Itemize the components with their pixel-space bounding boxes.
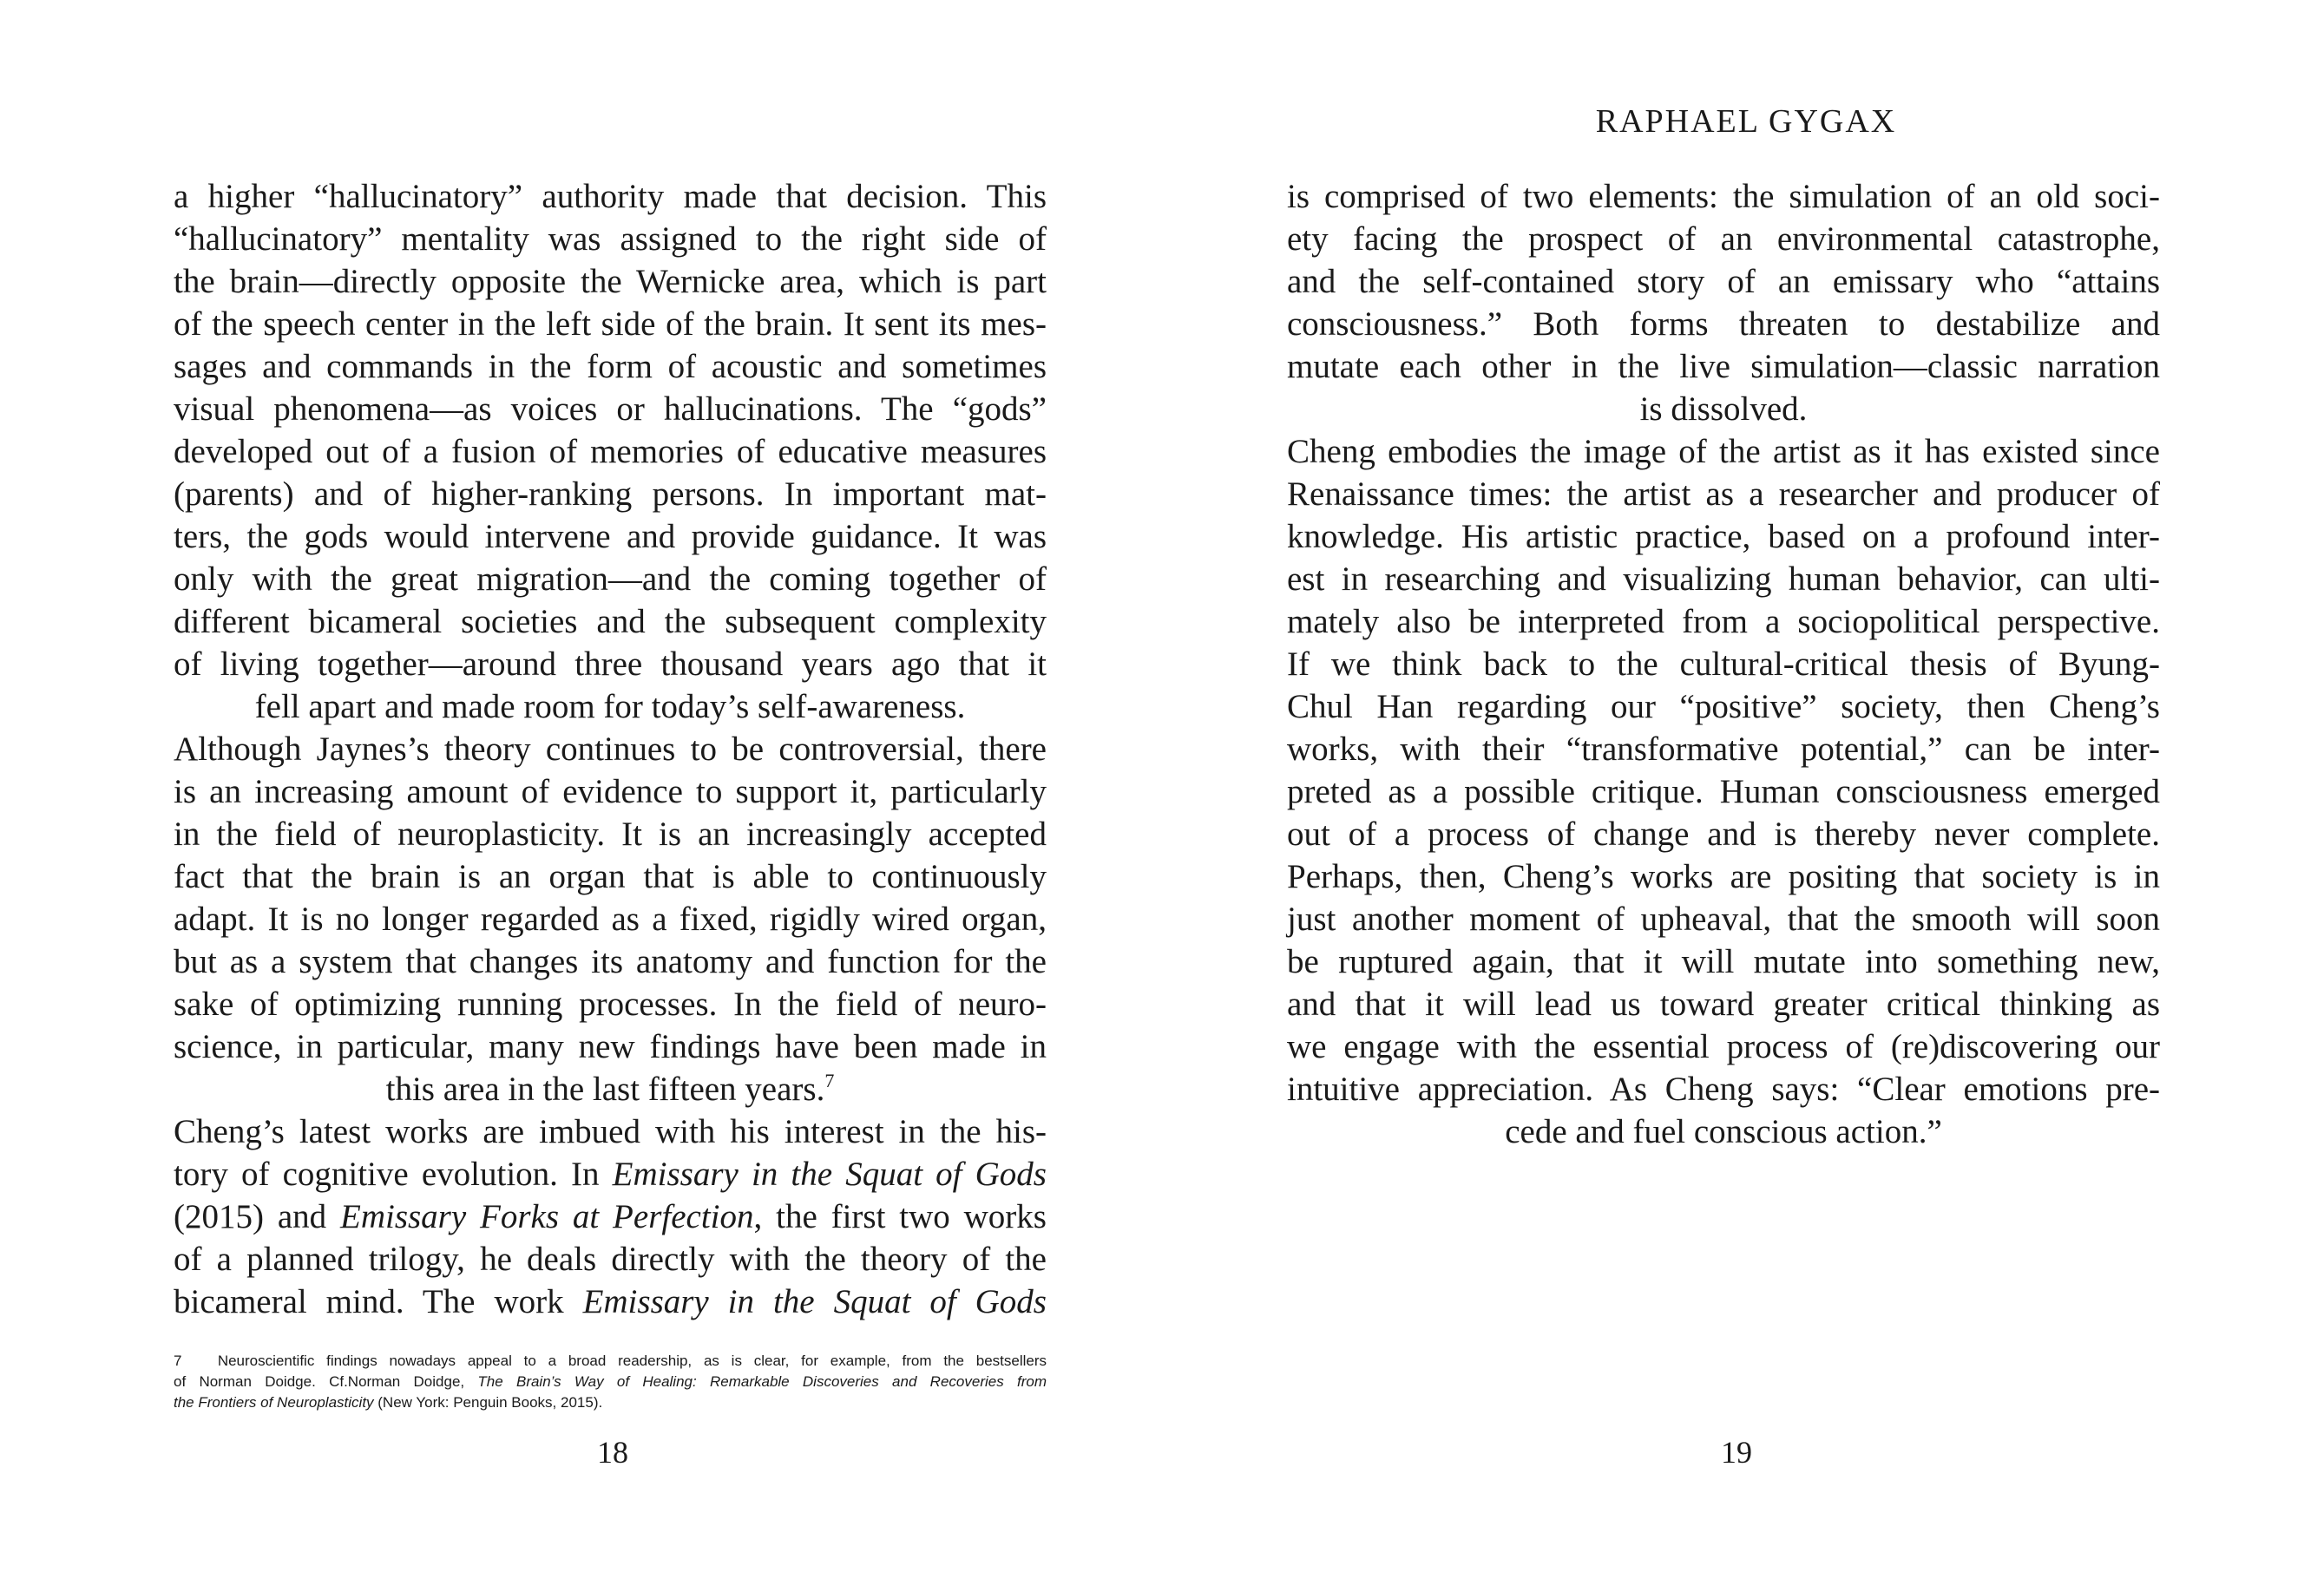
text-line: Perhaps, then, Cheng’s works are positing that society is in — [1287, 858, 2160, 895]
text-line: science, in particular, many new findings have been made in — [174, 1028, 1047, 1065]
text-line: visual phenomena—as voices or hallucinations. The “gods” — [174, 390, 1047, 428]
text-line: intuitive appreciation. As Cheng says: “Clear emotions pre- — [1287, 1071, 2160, 1108]
text-line: in the field of neuroplasticity. It is an increasingly accepted — [174, 815, 1047, 853]
text-line: of the speech center in the left side of the brain. It sent its mes- — [174, 305, 1047, 343]
text-line: If we think back to the cultural-critical thesis of Byung- — [1287, 645, 2160, 683]
text-line: adapt. It is no longer regarded as a fixed, rigidly wired organ, — [174, 901, 1047, 938]
text-line: fell apart and made room for today’s self-awareness. — [254, 688, 966, 725]
text-line — [174, 1281, 1047, 1323]
text-line: mately also be interpreted from a sociopolitical perspective. — [1287, 603, 2160, 640]
text-line: is dissolved. — [1639, 390, 1808, 428]
page-number-right: 19 — [1721, 1435, 1752, 1470]
text-line: and the self-contained story of an emissary who “attains — [1287, 263, 2160, 300]
footnote-line — [174, 1392, 1047, 1413]
text-line: of living together—around three thousand years ago that it — [174, 645, 1047, 683]
footnote-text: of Norman Doidge. Cf.Norman Doidge, — [174, 1373, 478, 1390]
text-line: Chul Han regarding our “positive” society, then Cheng’s — [1287, 688, 2160, 725]
text-line: and that it will lead us toward greater critical thinking as — [1287, 986, 2160, 1023]
text-line — [174, 1195, 1047, 1238]
text-line: is an increasing amount of evidence to support it, particularly — [174, 773, 1047, 810]
text-line: knowledge. His artistic practice, based on a profound inter- — [1287, 518, 2160, 555]
text-line: developed out of a fusion of memories of educative measures — [174, 433, 1047, 470]
text-line: only with the great migration—and the coming together of — [174, 560, 1047, 598]
text-line — [174, 1153, 1047, 1195]
text-line: cede and fuel conscious action.” — [1505, 1113, 1942, 1150]
footnote-reference: 7 — [824, 1070, 835, 1091]
text-line: “hallucinatory” mentality was assigned to the right side of — [174, 220, 1047, 258]
text-line-content: tory of cognitive evolution. In — [174, 1156, 613, 1193]
text-line: sages and commands in the form of acoustic and sometimes — [174, 348, 1047, 385]
text-line-content: , the first two works — [753, 1198, 1047, 1235]
text-line: works, with their “transformative potential,” can be inter- — [1287, 730, 2160, 768]
text-line: fact that the brain is an organ that is able to continuously — [174, 858, 1047, 895]
text-line: we engage with the essential process of (re)discovering our — [1287, 1028, 2160, 1065]
text-line: preted as a possible critique. Human consciousness emerged — [1287, 773, 2160, 810]
page-number-left: 18 — [597, 1435, 628, 1470]
text-line: sake of optimizing running processes. In the field of neuro- — [174, 986, 1047, 1023]
text-line: consciousness.” Both forms threaten to destabilize and — [1287, 305, 2160, 343]
text-line: Cheng’s latest works are imbued with his interest in the his- — [174, 1113, 1047, 1150]
footnote-text: (New York: Penguin Books, 2015). — [373, 1394, 603, 1411]
footnote-line — [174, 1372, 1047, 1392]
text-line: out of a process of change and is thereby never complete. — [1287, 815, 2160, 853]
work-title: Emissary in the Squat of Gods — [612, 1156, 1047, 1193]
work-title: Emissary in the Squat of Gods — [582, 1283, 1047, 1320]
text-line — [174, 1068, 1047, 1110]
text-line-content: this area in the last fifteen years. — [385, 1071, 825, 1108]
footnote-book-title: The Brain’s Way of Healing: Remarkable Discoveries and Recoveries from — [477, 1373, 1047, 1390]
text-line: (parents) and of higher-ranking persons. In important mat- — [174, 475, 1047, 513]
footnote-number: 7 — [174, 1353, 182, 1369]
text-line: Although Jaynes’s theory continues to be controversial, there — [174, 730, 1047, 768]
text-line-content: (2015) and — [174, 1198, 340, 1235]
text-line: ters, the gods would intervene and provide guidance. It was — [174, 518, 1047, 555]
running-head: RAPHAEL GYGAX — [1595, 103, 1897, 140]
footnote-line — [174, 1351, 1047, 1372]
text-line: Renaissance times: the artist as a researcher and producer of — [1287, 475, 2160, 513]
text-line: Cheng embodies the image of the artist as it has existed since — [1287, 433, 2160, 470]
footnote-book-title: the Frontiers of Neuroplasticity — [174, 1394, 374, 1411]
text-line: of a planned trilogy, he deals directly with the theory of the — [174, 1241, 1047, 1278]
text-line-content: bicameral mind. The work — [174, 1283, 583, 1320]
text-line: the brain—directly opposite the Wernicke area, which is part — [174, 263, 1047, 300]
text-line: a higher “hallucinatory” authority made that decision. This — [174, 178, 1047, 215]
text-line: different bicameral societies and the subsequent complexity — [174, 603, 1047, 640]
text-line: but as a system that changes its anatomy and function for the — [174, 943, 1047, 980]
text-line: is comprised of two elements: the simulation of an old soci- — [1287, 178, 2160, 215]
work-title: Emissary Forks at Perfection — [340, 1198, 754, 1235]
text-line: est in researching and visualizing human behavior, can ulti- — [1287, 560, 2160, 598]
text-line: mutate each other in the live simulation—classic narration — [1287, 348, 2160, 385]
text-line: just another moment of upheaval, that the smooth will soon — [1287, 901, 2160, 938]
text-line: be ruptured again, that it will mutate into something new, — [1287, 943, 2160, 980]
text-line: ety facing the prospect of an environmental catastrophe, — [1287, 220, 2160, 258]
footnote-text: Neuroscientific findings nowadays appeal to a broad readership, as is clear, for example, from the bestsellers — [217, 1353, 1047, 1369]
